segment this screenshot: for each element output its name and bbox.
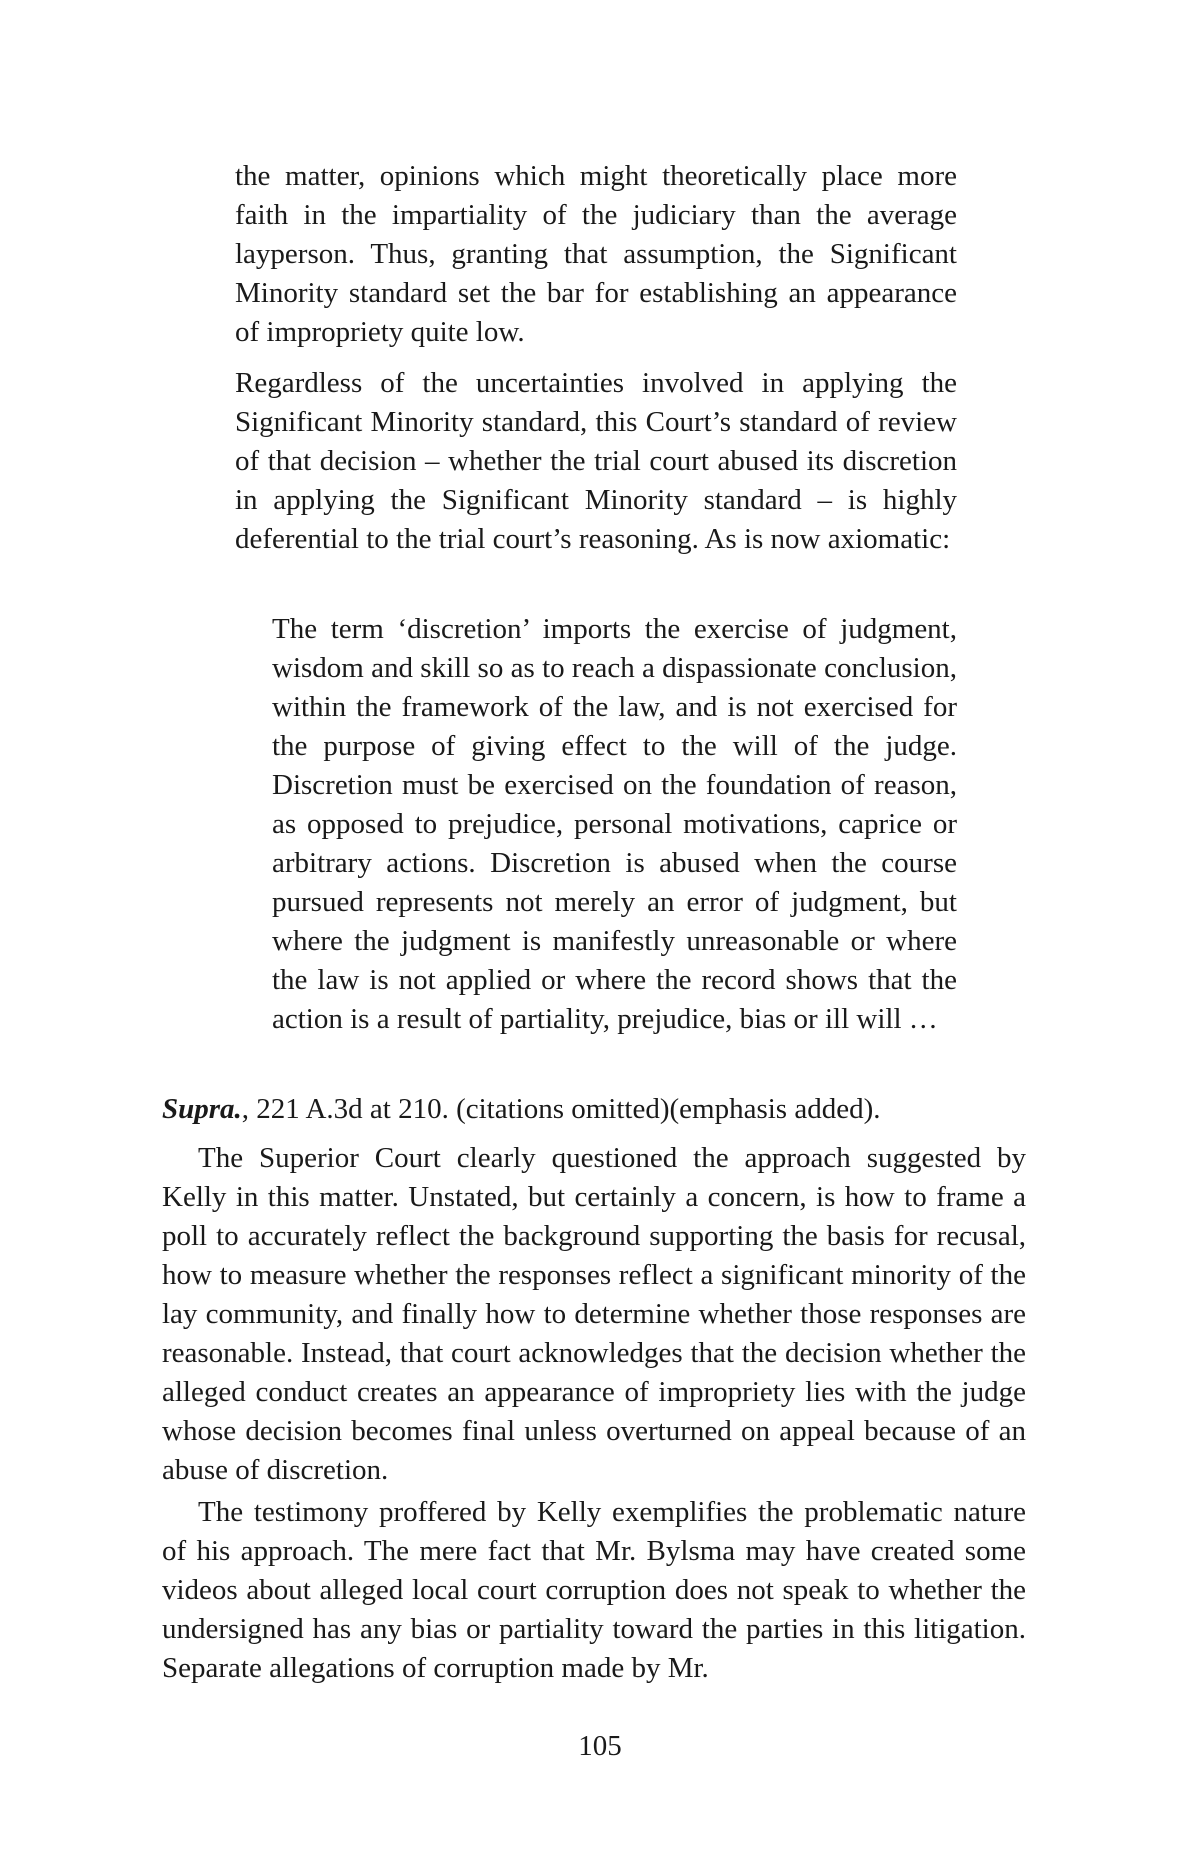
paragraph-superior-court: The Superior Court clearly questioned the approach suggested by Kelly in this matter. Unstated, but certainly a concern, is how to frame a poll to accurately reflect the background supporting the basis for recusal, how to measure whether the responses reflect a significant minority of the lay community, and finally how to determine whether those responses are reasonable. Instead, that court acknowledges that the decision whether the alleged conduct creates an appearance of impropriety lies with the judge whose decision becomes final unless overturned on appeal because of an abuse of discretion.	[162, 1142, 1026, 1486]
citation-line	[162, 1090, 1026, 1129]
paragraph-testimony: The testimony proffered by Kelly exemplifies the problematic nature of his approach. The mere fact that Mr. Bylsma may have created some videos about alleged local court corruption does not speak to whether the undersigned has any bias or partiality toward the parties in this litigation. Separate allegations of corruption made by Mr.	[162, 1496, 1026, 1684]
citation-reference: , 221 A.3d at 210. (citations omitted)(emphasis added).	[241, 1093, 881, 1125]
paragraph-continuation: the matter, opinions which might theoretically place more faith in the impartiality of the judiciary than the average layperson. Thus, granting that assumption, the Significant Minority standard set the bar for establishing an appearance of impropriety quite low.	[235, 160, 957, 348]
block-quote-discretion: The term ‘discretion’ imports the exercise of judgment, wisdom and skill so as to reach a dispassionate conclusion, within the framework of the law, and is not exercised for the purpose of giving effect to the will of the judge. Discretion must be exercised on the foundation of reason, as opposed to prejudice, personal motivations, caprice or arbitrary actions. Discretion is abused when the course pursued represents not merely an error of judgment, but where the judgment is manifestly unreasonable or where the law is not applied or where the record shows that the action is a result of partiality, prejudice, bias or ill will …	[272, 613, 957, 1035]
paragraph-standard-of-review: Regardless of the uncertainties involved in applying the Significant Minority standard, this Court’s standard of review of that decision – whether the trial court abused its discretion in applying the Significant Minority standard – is highly deferential to the trial court’s reasoning. As is now axiomatic:	[235, 367, 957, 555]
citation-case-name: Supra.	[162, 1093, 242, 1125]
page-number: 105	[578, 1730, 622, 1762]
